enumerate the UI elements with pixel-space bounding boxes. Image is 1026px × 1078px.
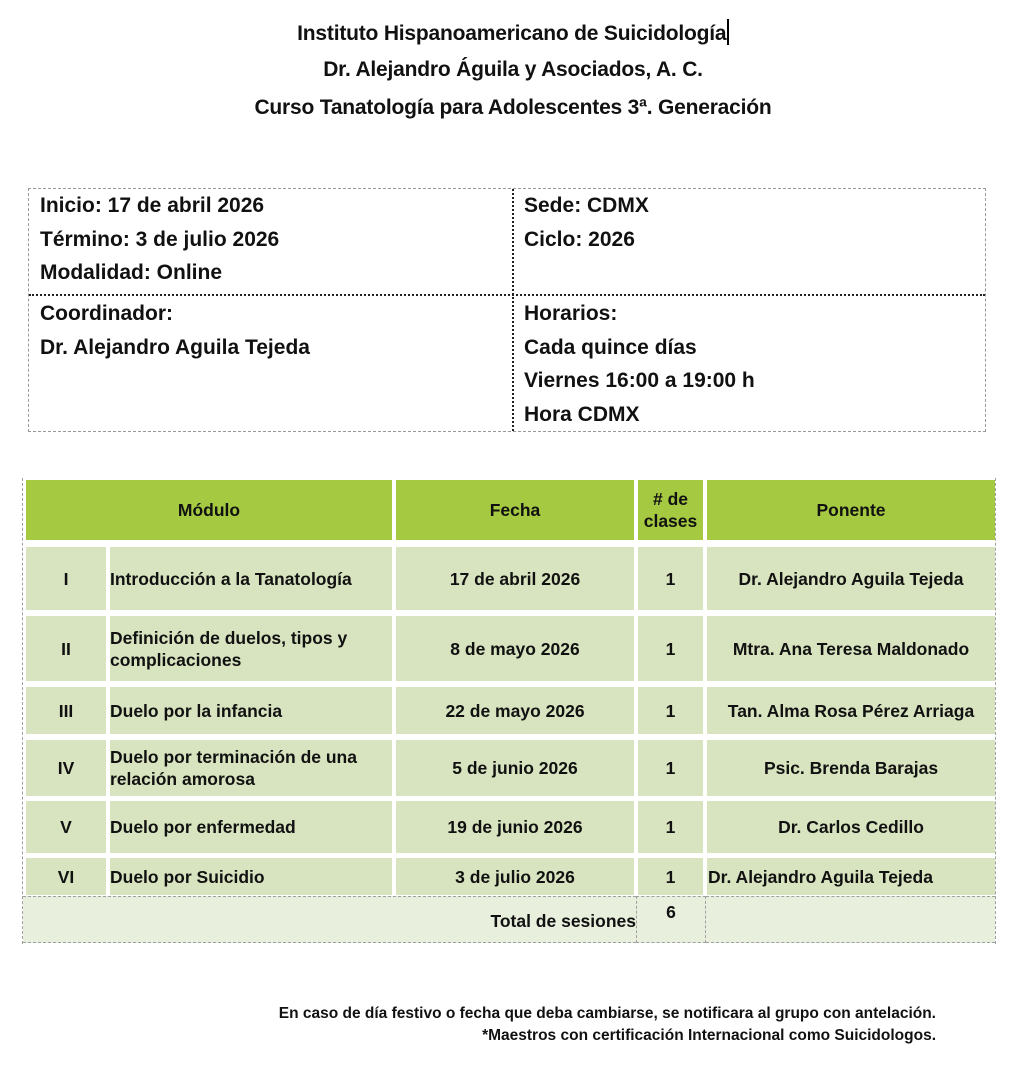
module-number: IV bbox=[26, 740, 106, 796]
module-number: I bbox=[26, 547, 106, 610]
module-title: Duelo por la infancia bbox=[110, 687, 392, 734]
module-class-count: 1 bbox=[638, 687, 703, 734]
module-class-count: 1 bbox=[638, 740, 703, 796]
modality: Modalidad: Online bbox=[40, 261, 222, 284]
module-speaker: Dr. Alejandro Aguila Tejeda bbox=[707, 547, 995, 610]
column-header-ponente: Ponente bbox=[707, 480, 995, 540]
module-date: 8 de mayo 2026 bbox=[396, 616, 634, 681]
module-date: 17 de abril 2026 bbox=[396, 547, 634, 610]
document-header bbox=[0, 16, 1026, 126]
venue: Sede: CDMX bbox=[524, 194, 649, 217]
column-header-clases: # de clases bbox=[638, 480, 703, 540]
module-title: Introducción a la Tanatología bbox=[110, 547, 392, 610]
module-title: Definición de duelos, tipos y complicaciones bbox=[110, 616, 392, 681]
module-class-count: 1 bbox=[638, 547, 703, 610]
info-vertical-divider bbox=[512, 189, 514, 431]
schedule-time: Viernes 16:00 a 19:00 h bbox=[524, 369, 755, 392]
module-speaker: Dr. Alejandro Aguila Tejeda bbox=[707, 858, 995, 895]
institute-title: Instituto Hispanoamericano de Suicidología bbox=[0, 16, 1026, 52]
module-number: III bbox=[26, 687, 106, 734]
column-header-fecha: Fecha bbox=[396, 480, 634, 540]
total-label: Total de sesiones bbox=[23, 896, 636, 943]
coordinator-label: Coordinador: bbox=[40, 302, 173, 325]
certification-note: *Maestros con certificación Internacional como Suicidologos. bbox=[482, 1027, 936, 1044]
module-number: II bbox=[26, 616, 106, 681]
total-value: 6 bbox=[636, 896, 706, 943]
coordinator-cell bbox=[40, 297, 310, 364]
course-title: Curso Tanatología para Adolescentes 3ª. Generación bbox=[254, 96, 772, 119]
module-number: VI bbox=[26, 858, 106, 895]
module-class-count: 1 bbox=[638, 616, 703, 681]
module-title: Duelo por Suicidio bbox=[110, 858, 392, 895]
dates-cell bbox=[40, 189, 279, 290]
holiday-note: En caso de día festivo o fecha que deba cambiarse, se notificara al grupo con antelación. bbox=[278, 1005, 936, 1022]
module-title: Duelo por terminación de una relación amorosa bbox=[110, 740, 392, 796]
schedule-label: Horarios: bbox=[524, 302, 618, 325]
coordinator-name: Dr. Alejandro Aguila Tejeda bbox=[40, 335, 310, 359]
module-speaker: Mtra. Ana Teresa Maldonado bbox=[707, 616, 995, 681]
end-date: Término: 3 de julio 2026 bbox=[40, 227, 280, 251]
module-speaker: Psic. Brenda Barajas bbox=[707, 740, 995, 796]
module-speaker: Tan. Alma Rosa Pérez Arriaga bbox=[707, 687, 995, 734]
cycle: Ciclo: 2026 bbox=[524, 227, 635, 251]
module-class-count: 1 bbox=[638, 858, 703, 895]
start-date: Inicio: 17 de abril 2026 bbox=[40, 194, 265, 217]
module-title: Duelo por enfermedad bbox=[110, 801, 392, 853]
schedule-frequency: Cada quince días bbox=[524, 335, 697, 359]
column-header-modulo: Módulo bbox=[26, 480, 392, 540]
info-horizontal-divider bbox=[29, 294, 985, 296]
module-date: 19 de junio 2026 bbox=[396, 801, 634, 853]
course-info-box bbox=[28, 188, 986, 432]
module-date: 5 de junio 2026 bbox=[396, 740, 634, 796]
module-speaker: Dr. Carlos Cedillo bbox=[707, 801, 995, 853]
schedule-cell bbox=[524, 297, 755, 431]
module-date: 3 de julio 2026 bbox=[396, 858, 634, 895]
module-class-count: 1 bbox=[638, 801, 703, 853]
location-cell bbox=[524, 189, 649, 256]
association-title: Dr. Alejandro Águila y Asociados, A. C. bbox=[323, 58, 703, 81]
text-cursor bbox=[727, 19, 729, 45]
total-empty-cell bbox=[706, 896, 995, 943]
schedule-timezone: Hora CDMX bbox=[524, 402, 640, 426]
module-number: V bbox=[26, 801, 106, 853]
module-date: 22 de mayo 2026 bbox=[396, 687, 634, 734]
